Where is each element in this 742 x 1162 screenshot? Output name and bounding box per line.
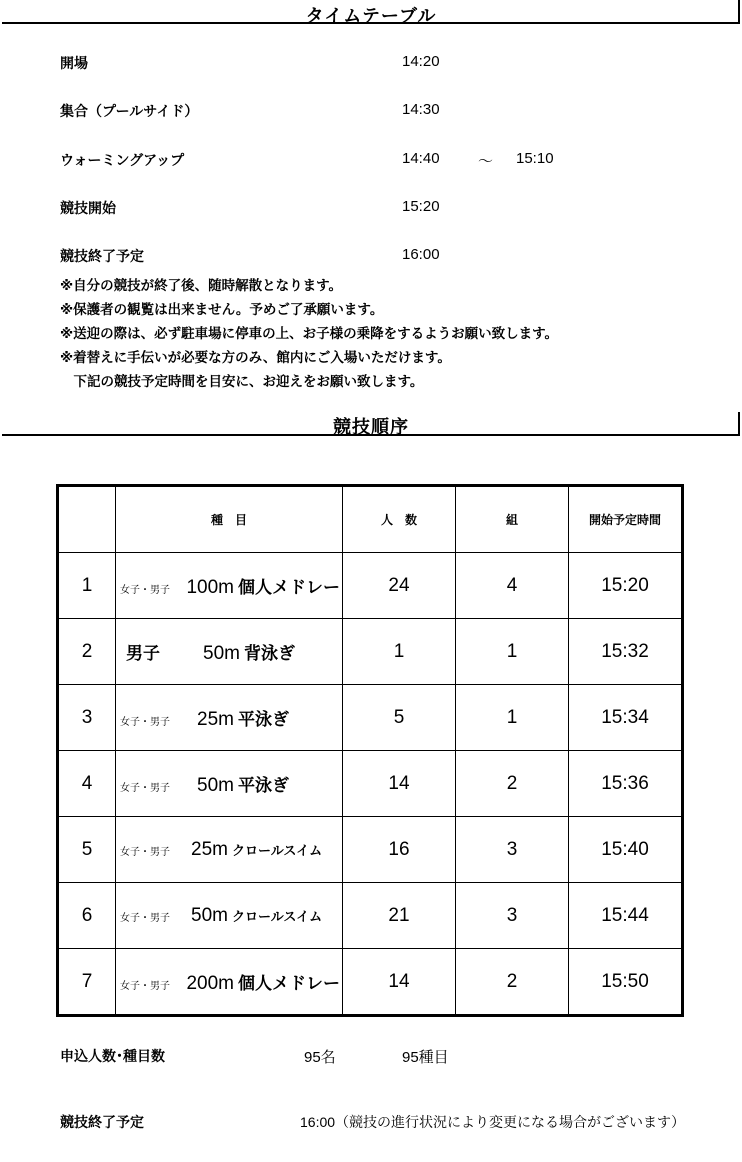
note-line: ※保護者の観覧は出来ません。予めご了承願います。	[60, 302, 384, 318]
table-row	[58, 949, 683, 1016]
header-start: 開始予定時間	[569, 486, 683, 553]
event-who: 女子・男子	[120, 716, 170, 728]
table-row	[58, 883, 683, 949]
entries-people: 95名	[304, 1049, 336, 1066]
event-group: 2	[456, 751, 569, 817]
event-group: 1	[456, 619, 569, 685]
event-start: 15:50	[569, 949, 683, 1016]
row-time: 14:20	[402, 53, 440, 70]
timetable-row	[60, 150, 660, 170]
entries-label: 申込人数･種目数	[60, 1049, 165, 1065]
event-start: 15:40	[569, 817, 683, 883]
note-line: ※自分の競技が終了後、随時解散となります。	[60, 278, 343, 294]
event-stroke: 個人メドレー	[238, 577, 340, 598]
event-count: 24	[343, 553, 456, 619]
row-end-time: 15:10	[516, 150, 554, 167]
row-label: 競技終了予定	[60, 249, 144, 265]
event-start: 15:34	[569, 685, 683, 751]
row-label: 開場	[60, 56, 88, 72]
row-label: 競技開始	[60, 201, 116, 217]
event-start: 15:32	[569, 619, 683, 685]
table-header-row	[58, 486, 683, 553]
end-label: 競技終了予定	[60, 1115, 144, 1131]
event-name	[116, 619, 343, 685]
event-no: 7	[58, 949, 116, 1016]
table-row	[58, 817, 683, 883]
entries-summary	[60, 1046, 660, 1066]
event-name	[116, 751, 343, 817]
event-stroke: クロールスイム	[232, 909, 323, 925]
timetable-row	[60, 198, 660, 218]
event-no: 5	[58, 817, 116, 883]
event-order-table	[56, 484, 684, 1017]
event-group: 3	[456, 817, 569, 883]
event-name	[116, 949, 343, 1016]
event-name	[116, 685, 343, 751]
row-time: 15:20	[402, 198, 440, 215]
event-distance: 100m	[186, 576, 234, 598]
event-no: 3	[58, 685, 116, 751]
event-stroke: 平泳ぎ	[238, 775, 289, 796]
note-line: 下記の競技予定時間を目安に、お迎えをお願い致します。	[60, 374, 424, 390]
event-who: 女子・男子	[120, 980, 170, 992]
event-start: 15:20	[569, 553, 683, 619]
event-count: 5	[343, 685, 456, 751]
event-no: 6	[58, 883, 116, 949]
header-count: 人 数	[343, 486, 456, 553]
event-who: 女子・男子	[120, 912, 170, 924]
event-stroke: 背泳ぎ	[244, 643, 295, 664]
event-distance: 50m	[191, 904, 228, 926]
event-who: 女子・男子	[120, 846, 170, 858]
table-row	[58, 685, 683, 751]
event-group: 1	[456, 685, 569, 751]
event-name	[116, 553, 343, 619]
event-name	[116, 817, 343, 883]
row-label: ウォーミングアップ	[60, 153, 185, 169]
timetable-row	[60, 53, 660, 73]
event-stroke: クロールスイム	[232, 843, 323, 859]
note-line: ※送迎の際は、必ず駐車場に停車の上、お子様の乗降をするようお願い致します。	[60, 326, 559, 342]
event-distance: 200m	[186, 972, 234, 994]
order-title: 競技順序	[333, 417, 409, 438]
row-time: 16:00	[402, 246, 440, 263]
header-event: 種 目	[116, 486, 343, 553]
end-value: 16:00（競技の進行状況により変更になる場合がございます）	[300, 1114, 686, 1130]
table-row	[58, 619, 683, 685]
event-distance: 25m	[191, 838, 228, 860]
event-count: 21	[343, 883, 456, 949]
row-time: 14:40	[402, 150, 440, 167]
header-group: 組	[456, 486, 569, 553]
event-who: 男子	[126, 643, 160, 664]
event-distance: 50m	[197, 774, 234, 796]
row-separator: ～	[478, 153, 494, 170]
event-group: 3	[456, 883, 569, 949]
end-summary	[60, 1112, 730, 1132]
table-row	[58, 751, 683, 817]
event-group: 4	[456, 553, 569, 619]
event-stroke: 個人メドレー	[238, 973, 340, 994]
event-no: 4	[58, 751, 116, 817]
event-who: 女子・男子	[120, 584, 170, 596]
event-count: 14	[343, 949, 456, 1016]
timetable-row	[60, 246, 660, 266]
event-start: 15:36	[569, 751, 683, 817]
event-count: 16	[343, 817, 456, 883]
event-group: 2	[456, 949, 569, 1016]
header-no	[58, 486, 116, 553]
event-start: 15:44	[569, 883, 683, 949]
event-name	[116, 883, 343, 949]
event-who: 女子・男子	[120, 782, 170, 794]
event-no: 1	[58, 553, 116, 619]
table-row	[58, 553, 683, 619]
event-distance: 25m	[197, 708, 234, 730]
entries-events: 95種目	[402, 1049, 449, 1066]
event-no: 2	[58, 619, 116, 685]
event-stroke: 平泳ぎ	[238, 709, 289, 730]
row-label: 集合（プールサイド）	[60, 104, 199, 120]
event-distance: 50m	[203, 642, 240, 664]
timetable-title: タイムテーブル	[305, 6, 437, 27]
event-count: 14	[343, 751, 456, 817]
timetable-row	[60, 101, 660, 121]
row-time: 14:30	[402, 101, 440, 118]
event-count: 1	[343, 619, 456, 685]
note-line: ※着替えに手伝いが必要な方のみ、館内にご入場いただけます。	[60, 350, 451, 366]
